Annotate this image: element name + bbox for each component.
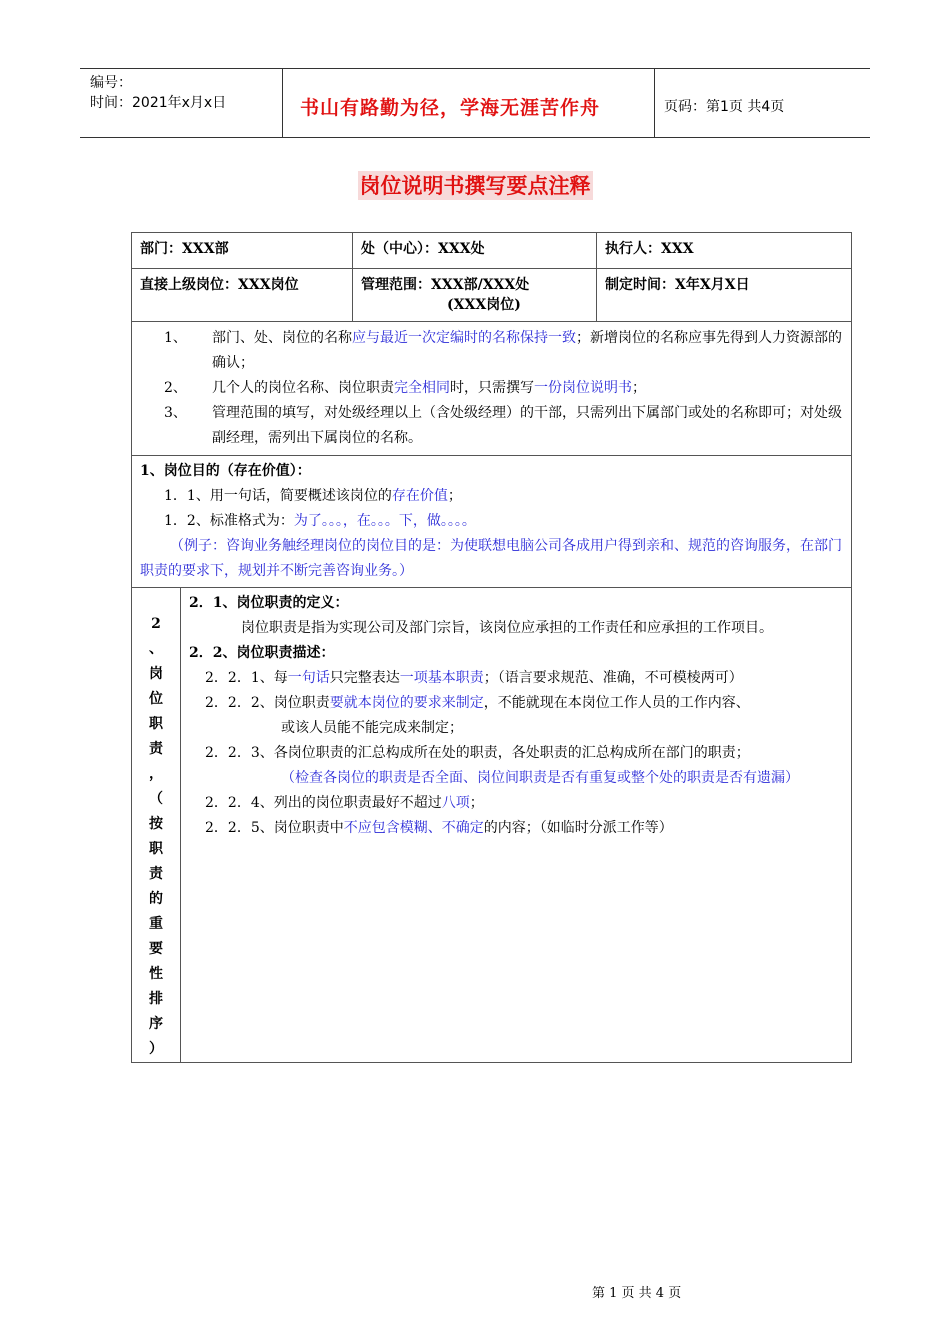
- header-divider: [654, 69, 655, 137]
- serial-label: 编号：: [90, 75, 132, 91]
- duty-item: [189, 791, 843, 816]
- header-meta: [90, 73, 280, 113]
- note-item: [140, 401, 843, 451]
- duty-segment: 2．2．4、列出的岗位职责最好不超过: [205, 795, 442, 811]
- note-segment: 时，只需撰写: [450, 380, 534, 396]
- header-page-code: 页码：第1页 共4页: [664, 99, 785, 115]
- duty-segment: ；: [469, 795, 484, 811]
- side-label-char: ）: [149, 1041, 163, 1057]
- note-text: [212, 376, 646, 401]
- side-label-char: 责: [149, 866, 163, 882]
- duty-item: [189, 816, 843, 841]
- duties-def-text: 岗位职责是指为实现公司及部门宗旨，该岗位应承担的工作责任和应承担的工作项目。: [241, 620, 773, 636]
- purpose-segment: 1．1、用一句话，简要概述该岗位的: [164, 488, 392, 504]
- note-segment: 几个人的岗位名称、岗位职责: [212, 380, 394, 396]
- note-number: 2、: [164, 380, 187, 396]
- duty-segment: 2．2．5、岗位职责中: [205, 820, 344, 836]
- page-footer: 第 1 页 共 4 页: [592, 1286, 682, 1301]
- side-label-char: （: [149, 791, 163, 807]
- duty-item: 2．2．3、各岗位职责的汇总构成所在处的职责，各处职责的汇总构成所在部门的职责；: [205, 745, 750, 761]
- side-label-char: 按: [149, 816, 163, 832]
- purpose-line: [140, 509, 843, 534]
- scope-line-2: (XXX岗位): [447, 297, 521, 313]
- office-cell: 处（中心）：XXX处: [353, 233, 597, 269]
- scope-line: 管理范围：XXX部/XXX处: [361, 277, 530, 293]
- side-label-char: 要: [149, 941, 163, 957]
- duty-highlight: 八项: [441, 795, 470, 811]
- side-label-column: [132, 612, 180, 1062]
- purpose-heading: 1、岗位目的（存在价值）：: [140, 463, 311, 479]
- duty-item-continued: 或该人员能不能完成来制定；: [281, 720, 463, 736]
- page-header: [80, 68, 870, 138]
- note-highlight: 完全相同: [394, 380, 450, 396]
- purpose-segment: ；: [447, 488, 462, 504]
- side-label-char: 序: [149, 1016, 163, 1032]
- side-label-char: 职: [149, 716, 163, 732]
- note-text: 管理范围的填写，对处级经理以上（含处级经理）的干部，只需列出下属部门或处的名称即可；对处级副经理，需列出下属岗位的名称。: [212, 405, 842, 446]
- side-label-char: 职: [149, 841, 163, 857]
- side-label-char: 性: [149, 966, 163, 982]
- note-item: [140, 326, 843, 376]
- duty-highlight: 不应包含模糊、不确定: [343, 820, 484, 836]
- purpose-segment: 1．2、标准格式为：: [164, 513, 294, 529]
- duty-segment: ，不能就现在本岗位工作人员的工作内容、: [483, 695, 750, 711]
- duties-def-heading: 2．1、岗位职责的定义：: [189, 595, 349, 611]
- note-segment: ；: [632, 380, 646, 396]
- side-label-char: 责: [149, 741, 163, 757]
- notes-cell: [132, 322, 852, 456]
- time-label: 时间：2021年x月x日: [90, 95, 227, 111]
- note-highlight: 一份岗位说明书: [534, 380, 632, 396]
- purpose-highlight: 存在价值: [391, 488, 448, 504]
- duties-side-label: [132, 588, 181, 1063]
- duty-highlight: 一句话: [287, 670, 330, 686]
- duty-item-note: （检查各岗位的职责是否全面、岗位间职责是否有重复或整个处的职责是否有遗漏）: [281, 770, 799, 786]
- superior-cell: 直接上级岗位：XXX岗位: [132, 269, 353, 322]
- executor-cell: 执行人：XXX: [597, 233, 852, 269]
- duty-item: [189, 691, 843, 716]
- duties-desc-heading: 2．2、岗位职责描述：: [189, 645, 335, 661]
- duty-segment: 2．2．2、岗位职责: [205, 695, 330, 711]
- side-label-char: 、: [149, 641, 163, 657]
- note-segment: 部门、处、岗位的名称: [212, 330, 352, 346]
- duty-segment: 的内容；（如临时分派工作等）: [483, 820, 673, 836]
- purpose-highlight: 为了。。。，在。。。下，做。。。。: [293, 513, 476, 529]
- duty-highlight: 要就本岗位的要求来制定: [329, 695, 484, 711]
- purpose-cell: [132, 456, 852, 588]
- side-label-char: 位: [149, 691, 163, 707]
- duties-cell: [181, 588, 852, 1063]
- duty-highlight: 一项基本职责: [399, 670, 484, 686]
- purpose-example: （例子：咨询业务触经理岗位的岗位目的是：为使联想电脑公司各成用户得到亲和、规范的咨询服务，在部门职责的要求下，规划并不断完善咨询业务。）: [140, 538, 842, 579]
- side-label-char: 排: [149, 991, 163, 1007]
- header-divider: [282, 69, 283, 137]
- note-highlight: 应与最近一次定编时的名称保持一致: [352, 330, 576, 346]
- purpose-line: [140, 484, 843, 509]
- duty-segment: ；（语言要求规范、准确，不可模棱两可）: [483, 670, 743, 686]
- scope-cell: [353, 269, 597, 322]
- note-segment: ；新增岗位的名称应事先得到人力资源部的确认；: [212, 330, 842, 371]
- side-label-char: 的: [149, 891, 163, 907]
- date-cell: 制定时间：X年X月X日: [597, 269, 852, 322]
- header-motto: 书山有路勤为径，学海无涯苦作舟: [300, 97, 601, 119]
- dept-cell: 部门：XXX部: [132, 233, 353, 269]
- side-label-char: 重: [149, 916, 163, 932]
- document-title: 岗位说明书撰写要点注释: [359, 173, 591, 198]
- side-label-char: 岗: [149, 666, 163, 682]
- duty-item: [189, 666, 843, 691]
- duty-segment: 2．2．1、每: [205, 670, 288, 686]
- document-title-wrap: [0, 170, 950, 200]
- note-number: 3、: [164, 405, 187, 421]
- note-number: 1、: [164, 330, 187, 346]
- duty-segment: 只完整表达: [329, 670, 400, 686]
- note-text: [212, 326, 843, 376]
- side-label-char: ，: [149, 766, 163, 782]
- side-label-char: 2: [151, 616, 161, 632]
- note-item: [140, 376, 843, 401]
- job-description-table: [131, 232, 852, 1063]
